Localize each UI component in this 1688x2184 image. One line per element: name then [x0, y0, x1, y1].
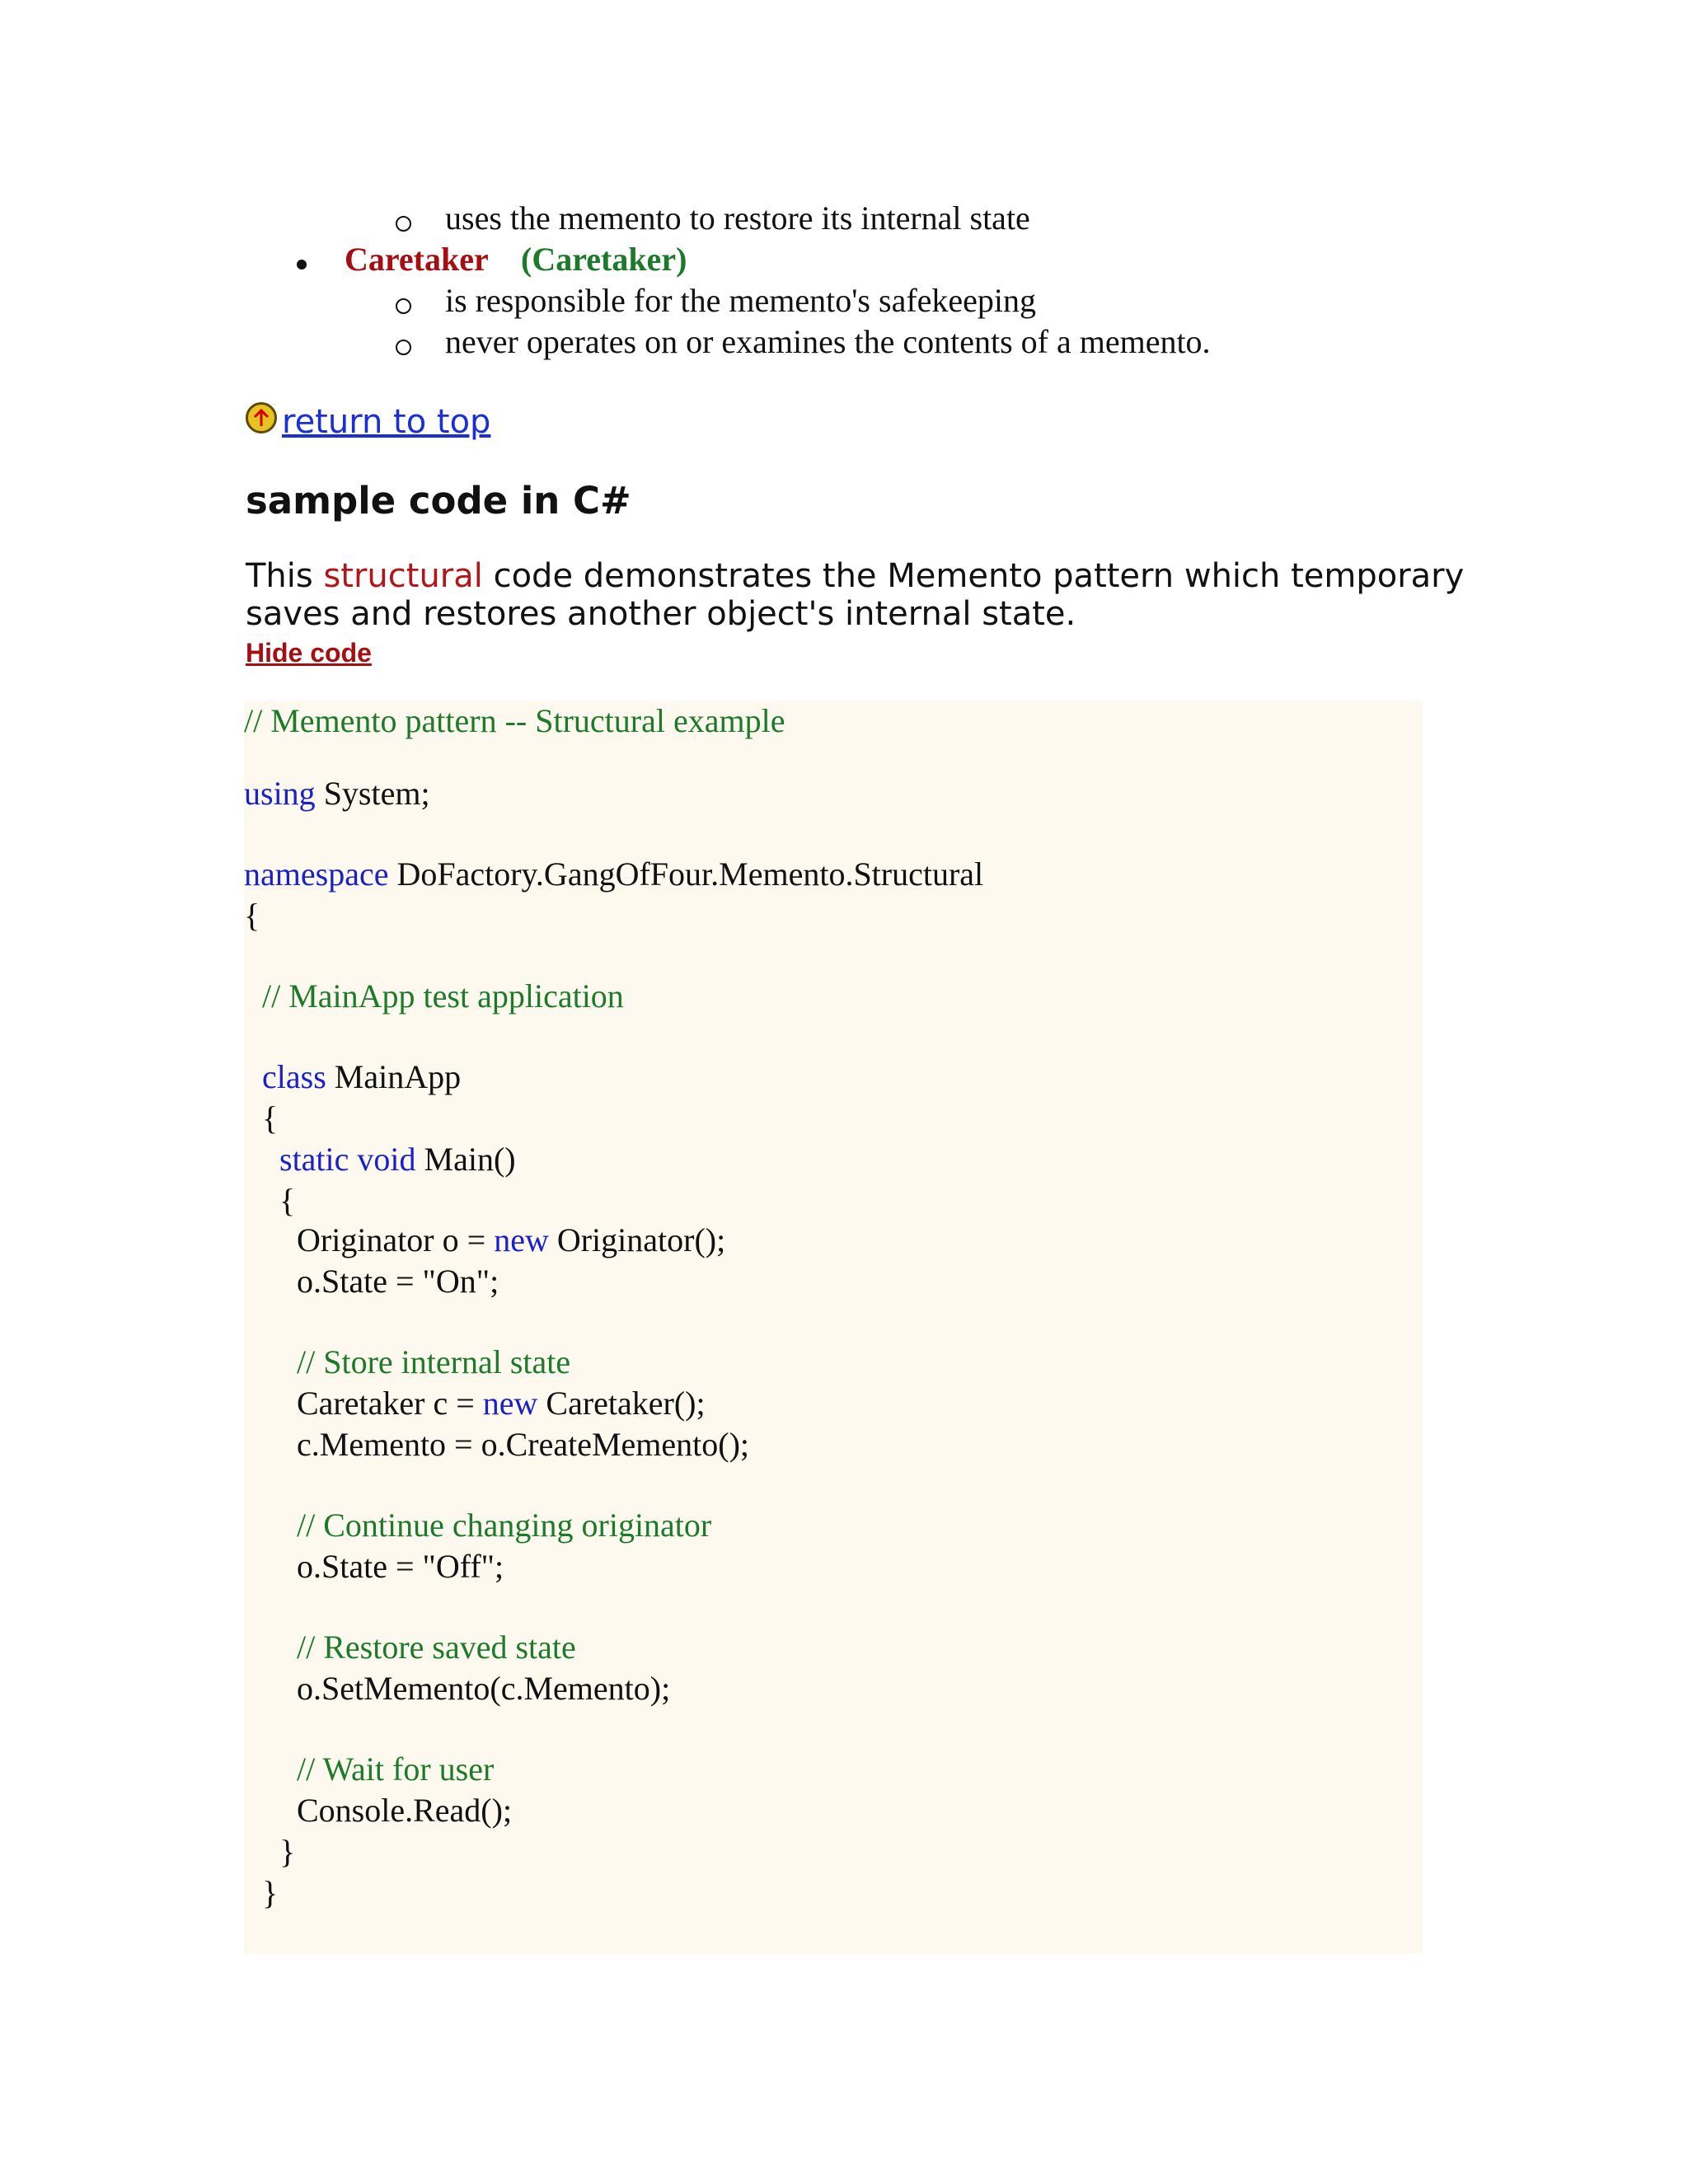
code-line: o.State = "On"; [297, 1263, 499, 1300]
code-brace: { [244, 897, 260, 934]
list-item-text: is responsible for the memento's safekeeping [445, 282, 1037, 319]
code-comment: // Memento pattern -- Structural example [244, 702, 785, 739]
code-line: Console.Read(); [297, 1792, 513, 1829]
code-line [297, 1220, 725, 1261]
participant-name: Caretaker [345, 241, 489, 278]
code-brace: { [279, 1182, 296, 1219]
description-text: This [246, 557, 324, 595]
description-text: code demonstrates the Memento pattern which temporary saves and restores another object's internal state. [246, 557, 1465, 633]
code-comment: // Store internal state [297, 1343, 571, 1380]
return-to-top-link[interactable]: return to top [282, 403, 491, 441]
code-text: Originator(); [548, 1221, 726, 1258]
participant-alias: (Caretaker) [521, 241, 687, 278]
code-line [297, 1383, 706, 1424]
list-item-text: never operates on or examines the contents of a memento. [445, 323, 1211, 360]
code-text: Main() [415, 1141, 516, 1178]
code-line [262, 1057, 461, 1098]
code-line [244, 854, 983, 895]
up-arrow-icon[interactable] [246, 402, 277, 434]
circle-bullet-icon [396, 340, 411, 355]
code-line: o.SetMemento(c.Memento); [297, 1670, 671, 1707]
code-line [244, 773, 430, 814]
code-line: c.Memento = o.CreateMemento(); [297, 1426, 750, 1463]
list-item-text: uses the memento to restore its internal state [445, 199, 1030, 237]
code-text: DoFactory.GangOfFour.Memento.Structural [388, 855, 984, 893]
code-line: o.State = "Off"; [297, 1548, 504, 1585]
code-text: Caretaker c = [297, 1385, 483, 1422]
circle-bullet-icon [396, 216, 411, 232]
code-brace: } [262, 1874, 279, 1911]
code-keyword: namespace [244, 855, 389, 893]
code-comment: // Wait for user [297, 1750, 495, 1788]
code-keyword: static void [279, 1141, 416, 1178]
code-keyword: new [494, 1221, 549, 1258]
code-text: MainApp [326, 1058, 462, 1095]
description-highlight: structural [323, 557, 483, 595]
section-title: sample code in C# [246, 479, 631, 523]
code-text: System; [315, 775, 430, 812]
hide-code-link[interactable]: Hide code [246, 638, 372, 668]
code-keyword: class [262, 1058, 326, 1095]
code-block [244, 701, 1423, 1953]
circle-bullet-icon [396, 298, 411, 314]
code-text: Originator o = [297, 1221, 495, 1258]
code-comment: // MainApp test application [262, 977, 624, 1015]
code-brace: } [279, 1833, 296, 1870]
disc-bullet-icon [297, 260, 307, 269]
code-keyword: using [244, 775, 316, 812]
description [246, 557, 1482, 633]
code-keyword: new [482, 1385, 538, 1422]
code-brace: { [262, 1099, 279, 1137]
code-comment: // Continue changing originator [297, 1507, 712, 1544]
code-comment: // Restore saved state [297, 1629, 576, 1666]
code-line [279, 1139, 516, 1180]
code-text: Caretaker(); [537, 1385, 706, 1422]
